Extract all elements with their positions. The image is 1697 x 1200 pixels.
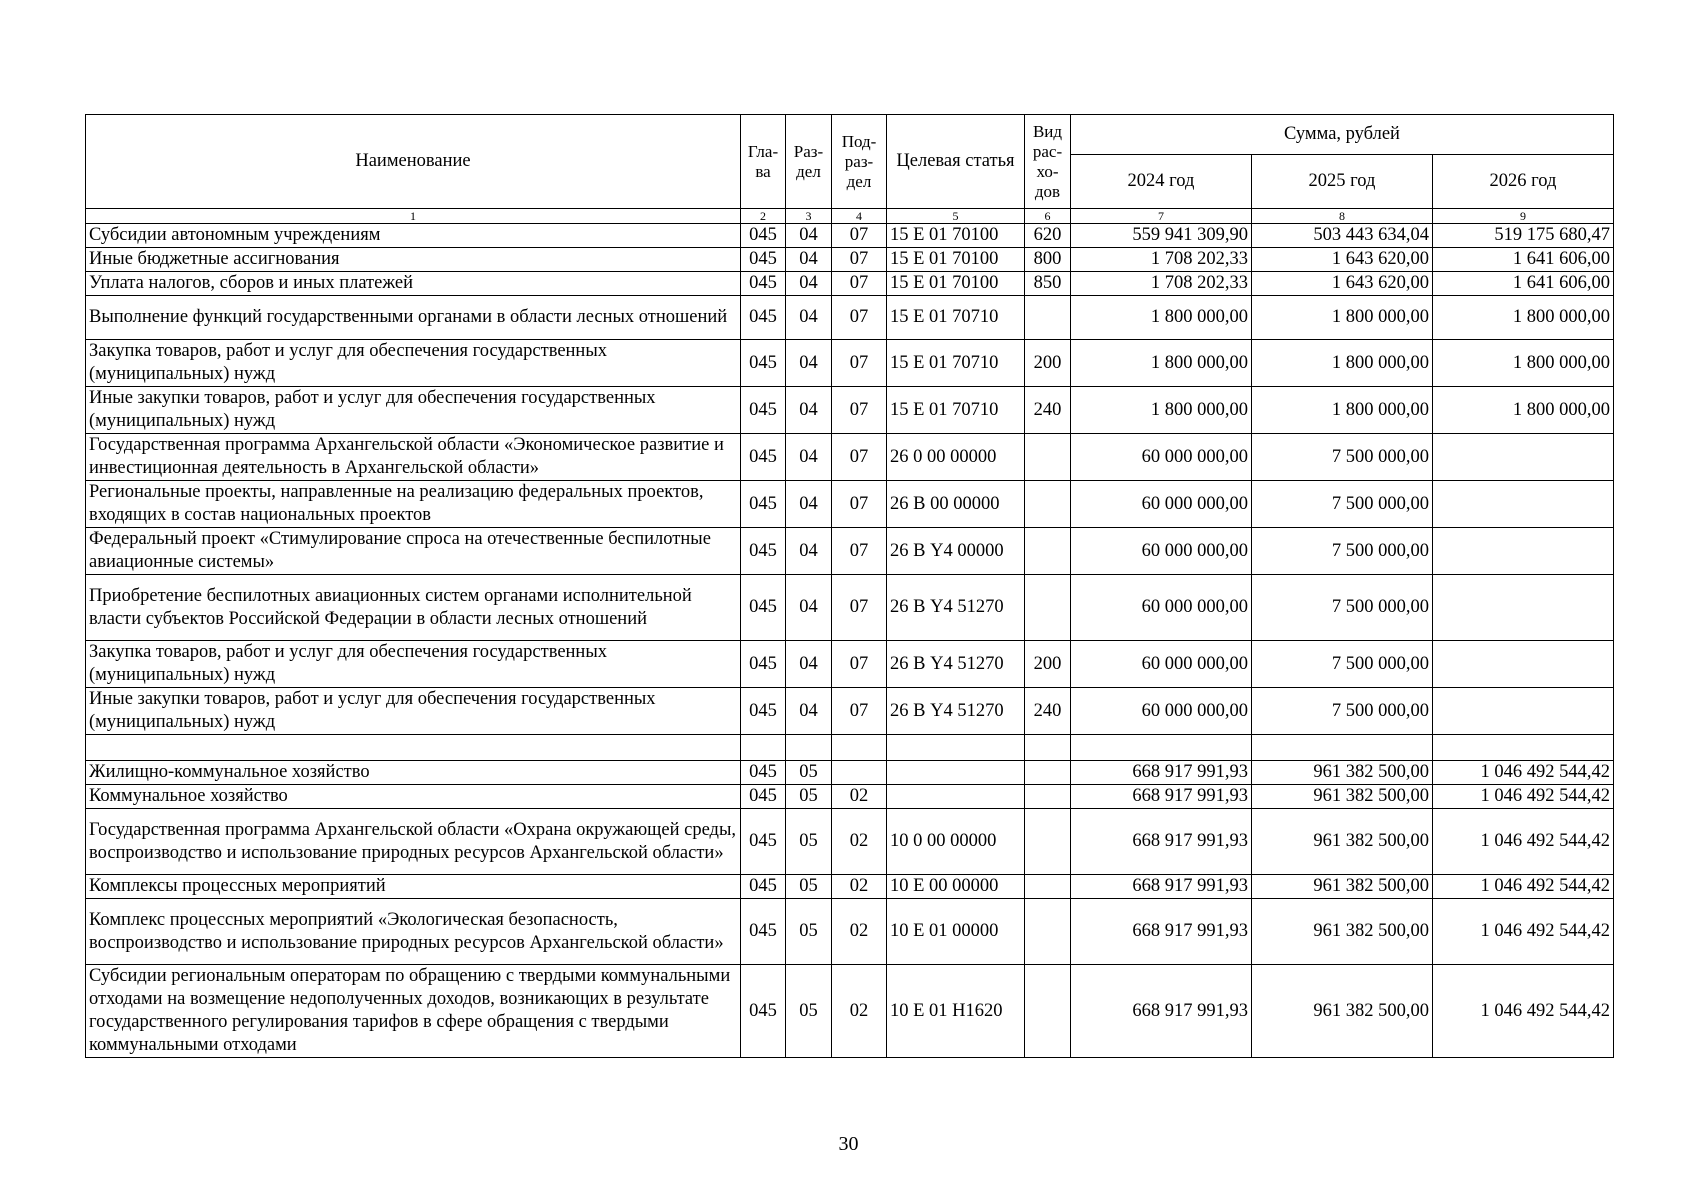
cell-razdel: 04: [786, 387, 832, 434]
row-name: Региональные проекты, направленные на реализацию федеральных проектов, входящих в состав национальных проектов: [86, 481, 741, 528]
row-name: Закупка товаров, работ и услуг для обеспечения государственных (муниципальных) нужд: [86, 641, 741, 688]
row-name: [86, 735, 741, 761]
table-row: [86, 875, 1614, 899]
header-vid-rashodov: Вид рас- хо- дов: [1025, 115, 1071, 209]
cell-podrazdel: 02: [832, 899, 887, 965]
cell-vid-rashodov: [1025, 296, 1071, 340]
table-row: [86, 575, 1614, 641]
row-name: Жилищно-коммунальное хозяйство: [86, 761, 741, 785]
table-row: [86, 735, 1614, 761]
cell-podrazdel: 02: [832, 965, 887, 1058]
cell-razdel: 05: [786, 875, 832, 899]
cell-sum-2026: 1 046 492 544,42: [1433, 809, 1614, 875]
row-name: Федеральный проект «Стимулирование спроса на отечественные беспилотные авиационные системы»: [86, 528, 741, 575]
cell-sum-2024: 60 000 000,00: [1071, 688, 1252, 735]
table-row: [86, 688, 1614, 735]
cell-sum-2026: [1433, 735, 1614, 761]
cell-podrazdel: 07: [832, 272, 887, 296]
cell-tselevaya-statya: 26 В 00 00000: [887, 481, 1025, 528]
cell-tselevaya-statya: [887, 761, 1025, 785]
cell-vid-rashodov: [1025, 809, 1071, 875]
row-name: Закупка товаров, работ и услуг для обеспечения государственных (муниципальных) нужд: [86, 340, 741, 387]
cell-glava: 045: [741, 387, 786, 434]
cell-sum-2025: [1252, 735, 1433, 761]
cell-razdel: 05: [786, 965, 832, 1058]
header-name: Наименование: [86, 115, 741, 209]
column-number: 4: [832, 209, 887, 224]
row-name: Комплекс процессных мероприятий «Экологическая безопасность, воспроизводство и использование природных ресурсов Архангельской области»: [86, 899, 741, 965]
cell-razdel: 04: [786, 434, 832, 481]
cell-podrazdel: 02: [832, 875, 887, 899]
cell-sum-2024: 60 000 000,00: [1071, 641, 1252, 688]
cell-podrazdel: [832, 735, 887, 761]
cell-sum-2025: 961 382 500,00: [1252, 875, 1433, 899]
cell-vid-rashodov: [1025, 434, 1071, 481]
header-year-2024: 2024 год: [1071, 155, 1252, 209]
cell-podrazdel: 07: [832, 387, 887, 434]
cell-sum-2024: 1 708 202,33: [1071, 248, 1252, 272]
column-number: 7: [1071, 209, 1252, 224]
budget-table: [85, 114, 1614, 1058]
cell-razdel: 04: [786, 296, 832, 340]
cell-sum-2025: 7 500 000,00: [1252, 481, 1433, 528]
cell-razdel: 05: [786, 899, 832, 965]
cell-sum-2024: 60 000 000,00: [1071, 481, 1252, 528]
cell-razdel: 05: [786, 809, 832, 875]
cell-podrazdel: 07: [832, 575, 887, 641]
header-podrazdel: Под- раз- дел: [832, 115, 887, 209]
cell-tselevaya-statya: 10 Е 01 Н1620: [887, 965, 1025, 1058]
cell-tselevaya-statya: 26 В Y4 51270: [887, 688, 1025, 735]
table-row: [86, 965, 1614, 1058]
cell-glava: 045: [741, 965, 786, 1058]
row-name: Комплексы процессных мероприятий: [86, 875, 741, 899]
table-row: [86, 272, 1614, 296]
row-name: Иные закупки товаров, работ и услуг для обеспечения государственных (муниципальных) нужд: [86, 688, 741, 735]
cell-sum-2026: 1 046 492 544,42: [1433, 761, 1614, 785]
cell-sum-2025: 7 500 000,00: [1252, 528, 1433, 575]
row-name: Государственная программа Архангельской области «Экономическое развитие и инвестиционная деятельность в Архангельской области»: [86, 434, 741, 481]
cell-glava: [741, 735, 786, 761]
cell-vid-rashodov: 800: [1025, 248, 1071, 272]
cell-sum-2024: 60 000 000,00: [1071, 575, 1252, 641]
cell-sum-2025: 1 643 620,00: [1252, 248, 1433, 272]
table-header: [86, 115, 1614, 224]
cell-tselevaya-statya: 10 Е 00 00000: [887, 875, 1025, 899]
cell-vid-rashodov: [1025, 785, 1071, 809]
table-row: [86, 340, 1614, 387]
cell-sum-2026: 1 641 606,00: [1433, 248, 1614, 272]
column-number: 5: [887, 209, 1025, 224]
table-row: [86, 528, 1614, 575]
cell-vid-rashodov: [1025, 761, 1071, 785]
row-name: Субсидии автономным учреждениям: [86, 224, 741, 248]
cell-razdel: 05: [786, 761, 832, 785]
cell-sum-2025: 503 443 634,04: [1252, 224, 1433, 248]
cell-podrazdel: 07: [832, 481, 887, 528]
cell-sum-2026: [1433, 528, 1614, 575]
cell-sum-2026: [1433, 575, 1614, 641]
column-number: 9: [1433, 209, 1614, 224]
cell-tselevaya-statya: 26 В Y4 51270: [887, 641, 1025, 688]
table-row: [86, 248, 1614, 272]
cell-razdel: 04: [786, 272, 832, 296]
cell-sum-2026: [1433, 688, 1614, 735]
cell-sum-2024: 60 000 000,00: [1071, 434, 1252, 481]
cell-vid-rashodov: [1025, 875, 1071, 899]
table-row: [86, 641, 1614, 688]
cell-glava: 045: [741, 809, 786, 875]
cell-sum-2025: 7 500 000,00: [1252, 575, 1433, 641]
cell-razdel: 04: [786, 340, 832, 387]
table-row: [86, 785, 1614, 809]
cell-sum-2026: 1 046 492 544,42: [1433, 899, 1614, 965]
column-number: 6: [1025, 209, 1071, 224]
cell-podrazdel: 07: [832, 528, 887, 575]
cell-glava: 045: [741, 785, 786, 809]
table-row: [86, 809, 1614, 875]
cell-glava: 045: [741, 224, 786, 248]
cell-podrazdel: 02: [832, 809, 887, 875]
column-number: 2: [741, 209, 786, 224]
cell-tselevaya-statya: [887, 735, 1025, 761]
cell-tselevaya-statya: 15 Е 01 70710: [887, 387, 1025, 434]
cell-vid-rashodov: [1025, 481, 1071, 528]
cell-razdel: 04: [786, 688, 832, 735]
cell-razdel: [786, 735, 832, 761]
cell-tselevaya-statya: 10 0 00 00000: [887, 809, 1025, 875]
cell-glava: 045: [741, 875, 786, 899]
cell-sum-2024: 668 917 991,93: [1071, 761, 1252, 785]
cell-sum-2026: [1433, 641, 1614, 688]
cell-vid-rashodov: [1025, 575, 1071, 641]
header-tselevaya-statya: Целевая статья: [887, 115, 1025, 209]
cell-tselevaya-statya: 15 Е 01 70100: [887, 248, 1025, 272]
cell-podrazdel: 07: [832, 688, 887, 735]
page-number: 30: [838, 1133, 859, 1155]
cell-sum-2026: 1 046 492 544,42: [1433, 875, 1614, 899]
cell-tselevaya-statya: 15 Е 01 70710: [887, 340, 1025, 387]
cell-sum-2025: 7 500 000,00: [1252, 688, 1433, 735]
cell-sum-2026: 1 046 492 544,42: [1433, 785, 1614, 809]
header-year-2026: 2026 год: [1433, 155, 1614, 209]
cell-razdel: 04: [786, 481, 832, 528]
cell-sum-2026: [1433, 481, 1614, 528]
row-name: Субсидии региональным операторам по обращению с твердыми коммунальными отходами на возмещение недополученных доходов, возникающих в результате государственного регулирования тарифов в сфере обращения с твердыми коммунальными отходами: [86, 965, 741, 1058]
cell-tselevaya-statya: 10 Е 01 00000: [887, 899, 1025, 965]
table-row: [86, 434, 1614, 481]
cell-sum-2024: 559 941 309,90: [1071, 224, 1252, 248]
cell-razdel: 04: [786, 224, 832, 248]
cell-podrazdel: 02: [832, 785, 887, 809]
column-number-row: [86, 209, 1614, 224]
cell-sum-2025: 961 382 500,00: [1252, 785, 1433, 809]
cell-glava: 045: [741, 481, 786, 528]
cell-sum-2025: 1 643 620,00: [1252, 272, 1433, 296]
table-row: [86, 899, 1614, 965]
cell-podrazdel: 07: [832, 434, 887, 481]
cell-tselevaya-statya: 15 Е 01 70710: [887, 296, 1025, 340]
cell-sum-2024: 668 917 991,93: [1071, 875, 1252, 899]
cell-podrazdel: 07: [832, 340, 887, 387]
cell-sum-2025: 961 382 500,00: [1252, 761, 1433, 785]
cell-razdel: 05: [786, 785, 832, 809]
cell-sum-2026: 1 046 492 544,42: [1433, 965, 1614, 1058]
cell-sum-2026: 1 641 606,00: [1433, 272, 1614, 296]
cell-tselevaya-statya: 15 Е 01 70100: [887, 224, 1025, 248]
table-row: [86, 481, 1614, 528]
header-summa: Сумма, рублей: [1071, 115, 1614, 155]
cell-vid-rashodov: 200: [1025, 340, 1071, 387]
cell-sum-2024: 1 800 000,00: [1071, 340, 1252, 387]
cell-glava: 045: [741, 641, 786, 688]
cell-razdel: 04: [786, 575, 832, 641]
row-name: Государственная программа Архангельской области «Охрана окружающей среды, воспроизводство и использование природных ресурсов Архангельской области»: [86, 809, 741, 875]
cell-glava: 045: [741, 899, 786, 965]
cell-tselevaya-statya: [887, 785, 1025, 809]
cell-sum-2024: 1 800 000,00: [1071, 387, 1252, 434]
cell-podrazdel: 07: [832, 224, 887, 248]
cell-sum-2025: 1 800 000,00: [1252, 296, 1433, 340]
cell-vid-rashodov: 200: [1025, 641, 1071, 688]
table-row: [86, 387, 1614, 434]
cell-vid-rashodov: 850: [1025, 272, 1071, 296]
cell-vid-rashodov: 620: [1025, 224, 1071, 248]
cell-podrazdel: 07: [832, 248, 887, 272]
column-number: 8: [1252, 209, 1433, 224]
cell-sum-2024: 668 917 991,93: [1071, 809, 1252, 875]
cell-razdel: 04: [786, 528, 832, 575]
header-glava: Гла- ва: [741, 115, 786, 209]
cell-glava: 045: [741, 434, 786, 481]
cell-glava: 045: [741, 248, 786, 272]
row-name: Приобретение беспилотных авиационных систем органами исполнительной власти субъектов Российской Федерации в области лесных отношений: [86, 575, 741, 641]
cell-sum-2024: 668 917 991,93: [1071, 899, 1252, 965]
cell-glava: 045: [741, 688, 786, 735]
cell-tselevaya-statya: 26 В Y4 00000: [887, 528, 1025, 575]
cell-sum-2025: 1 800 000,00: [1252, 340, 1433, 387]
cell-vid-rashodov: [1025, 528, 1071, 575]
cell-sum-2025: 961 382 500,00: [1252, 809, 1433, 875]
header-year-2025: 2025 год: [1252, 155, 1433, 209]
cell-glava: 045: [741, 528, 786, 575]
table-row: [86, 296, 1614, 340]
row-name: Уплата налогов, сборов и иных платежей: [86, 272, 741, 296]
cell-sum-2026: [1433, 434, 1614, 481]
cell-vid-rashodov: [1025, 899, 1071, 965]
cell-tselevaya-statya: 15 Е 01 70100: [887, 272, 1025, 296]
row-name: Коммунальное хозяйство: [86, 785, 741, 809]
cell-glava: 045: [741, 296, 786, 340]
column-number: 3: [786, 209, 832, 224]
row-name: Выполнение функций государственными органами в области лесных отношений: [86, 296, 741, 340]
cell-vid-rashodov: [1025, 965, 1071, 1058]
cell-tselevaya-statya: 26 В Y4 51270: [887, 575, 1025, 641]
cell-sum-2025: 7 500 000,00: [1252, 434, 1433, 481]
cell-sum-2024: 1 800 000,00: [1071, 296, 1252, 340]
cell-sum-2026: 1 800 000,00: [1433, 387, 1614, 434]
cell-podrazdel: 07: [832, 641, 887, 688]
cell-sum-2026: 519 175 680,47: [1433, 224, 1614, 248]
cell-sum-2025: 961 382 500,00: [1252, 899, 1433, 965]
cell-sum-2026: 1 800 000,00: [1433, 296, 1614, 340]
cell-vid-rashodov: 240: [1025, 688, 1071, 735]
cell-sum-2024: 60 000 000,00: [1071, 528, 1252, 575]
cell-sum-2026: 1 800 000,00: [1433, 340, 1614, 387]
cell-sum-2024: 668 917 991,93: [1071, 785, 1252, 809]
cell-razdel: 04: [786, 641, 832, 688]
cell-glava: 045: [741, 272, 786, 296]
cell-glava: 045: [741, 340, 786, 387]
cell-vid-rashodov: 240: [1025, 387, 1071, 434]
cell-sum-2024: [1071, 735, 1252, 761]
cell-sum-2024: 668 917 991,93: [1071, 965, 1252, 1058]
column-number: 1: [86, 209, 741, 224]
table-body: [86, 224, 1614, 1058]
cell-glava: 045: [741, 575, 786, 641]
header-razdel: Раз- дел: [786, 115, 832, 209]
cell-vid-rashodov: [1025, 735, 1071, 761]
cell-razdel: 04: [786, 248, 832, 272]
cell-glava: 045: [741, 761, 786, 785]
cell-podrazdel: [832, 761, 887, 785]
cell-sum-2025: 7 500 000,00: [1252, 641, 1433, 688]
cell-podrazdel: 07: [832, 296, 887, 340]
row-name: Иные закупки товаров, работ и услуг для обеспечения государственных (муниципальных) нужд: [86, 387, 741, 434]
cell-sum-2024: 1 708 202,33: [1071, 272, 1252, 296]
row-name: Иные бюджетные ассигнования: [86, 248, 741, 272]
cell-sum-2025: 961 382 500,00: [1252, 965, 1433, 1058]
cell-tselevaya-statya: 26 0 00 00000: [887, 434, 1025, 481]
budget-table-container: [85, 114, 1613, 1058]
table-row: [86, 224, 1614, 248]
table-row: [86, 761, 1614, 785]
cell-sum-2025: 1 800 000,00: [1252, 387, 1433, 434]
